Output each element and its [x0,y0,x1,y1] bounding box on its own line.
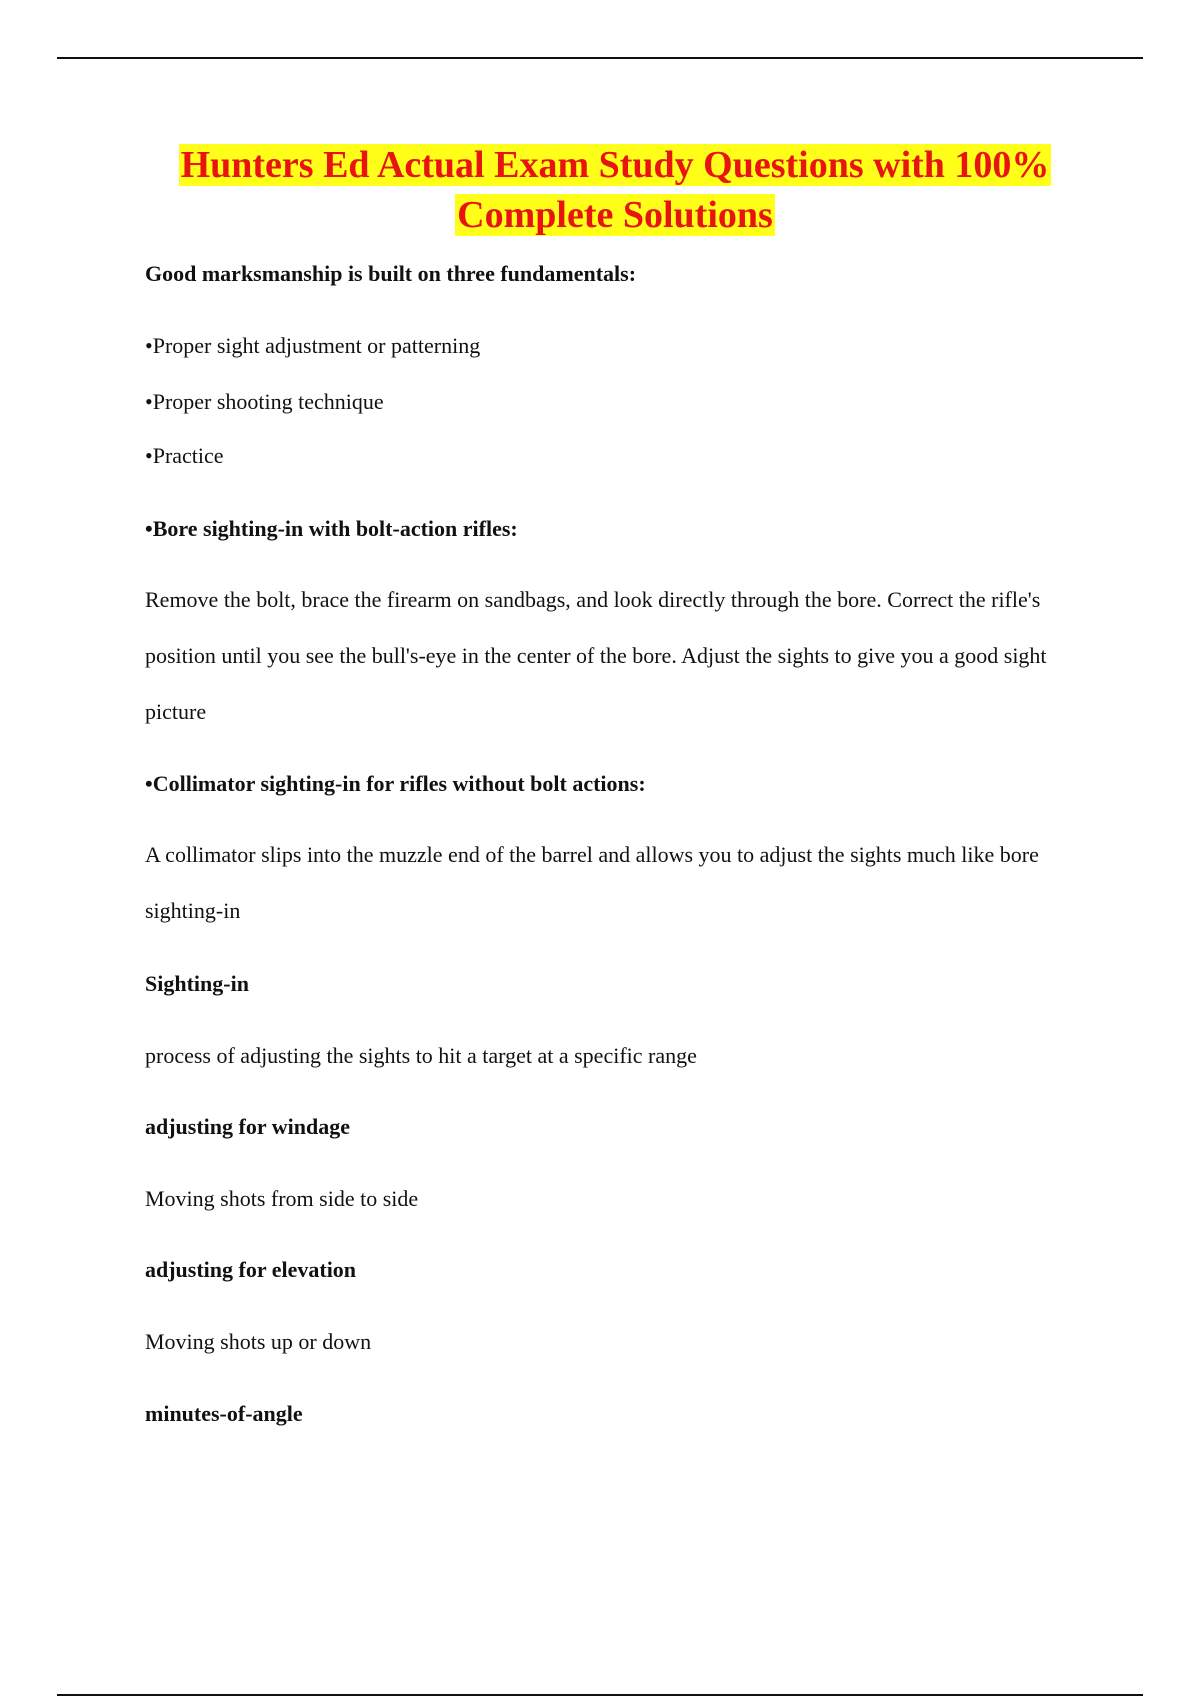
question-elevation: adjusting for elevation [145,1257,357,1282]
question-minutes-of-angle: minutes-of-angle [145,1401,303,1426]
answer-windage: Moving shots from side to side [145,1186,419,1211]
answer-sighting-in: process of adjusting the sights to hit a target at a specific range [145,1043,697,1068]
document-page [145,140,1085,1426]
footer-rule [57,1694,1143,1696]
question-sighting-in: Sighting-in [145,971,249,996]
question-bore-sighting: •Bore sighting-in with bolt-action rifles: [145,516,518,541]
question-windage: adjusting for windage [145,1114,350,1139]
answer-bullet-practice: •Practice [145,443,224,468]
header-rule [57,57,1143,59]
question-marksmanship: Good marksmanship is built on three fundamentals: [145,261,637,286]
document-title [145,140,1085,240]
answer-collimator: A collimator slips into the muzzle end of the barrel and allows you to adjust the sights much like bore sighting-in [145,842,1039,923]
answer-bullet-shooting-technique: •Proper shooting technique [145,389,384,414]
question-collimator: •Collimator sighting-in for rifles without bolt actions: [145,771,646,796]
answer-bore-sighting: Remove the bolt, brace the firearm on sandbags, and look directly through the bore. Correct the rifle's position until you see the bull's-eye in the center of the bore. Adjust the sights to give you a good sight picture [145,587,1047,724]
answer-elevation: Moving shots up or down [145,1329,372,1354]
title-highlight: Hunters Ed Actual Exam Study Questions with 100% Complete Solutions [180,144,1050,236]
answer-bullet-sight-adjustment: •Proper sight adjustment or patterning [145,333,481,358]
